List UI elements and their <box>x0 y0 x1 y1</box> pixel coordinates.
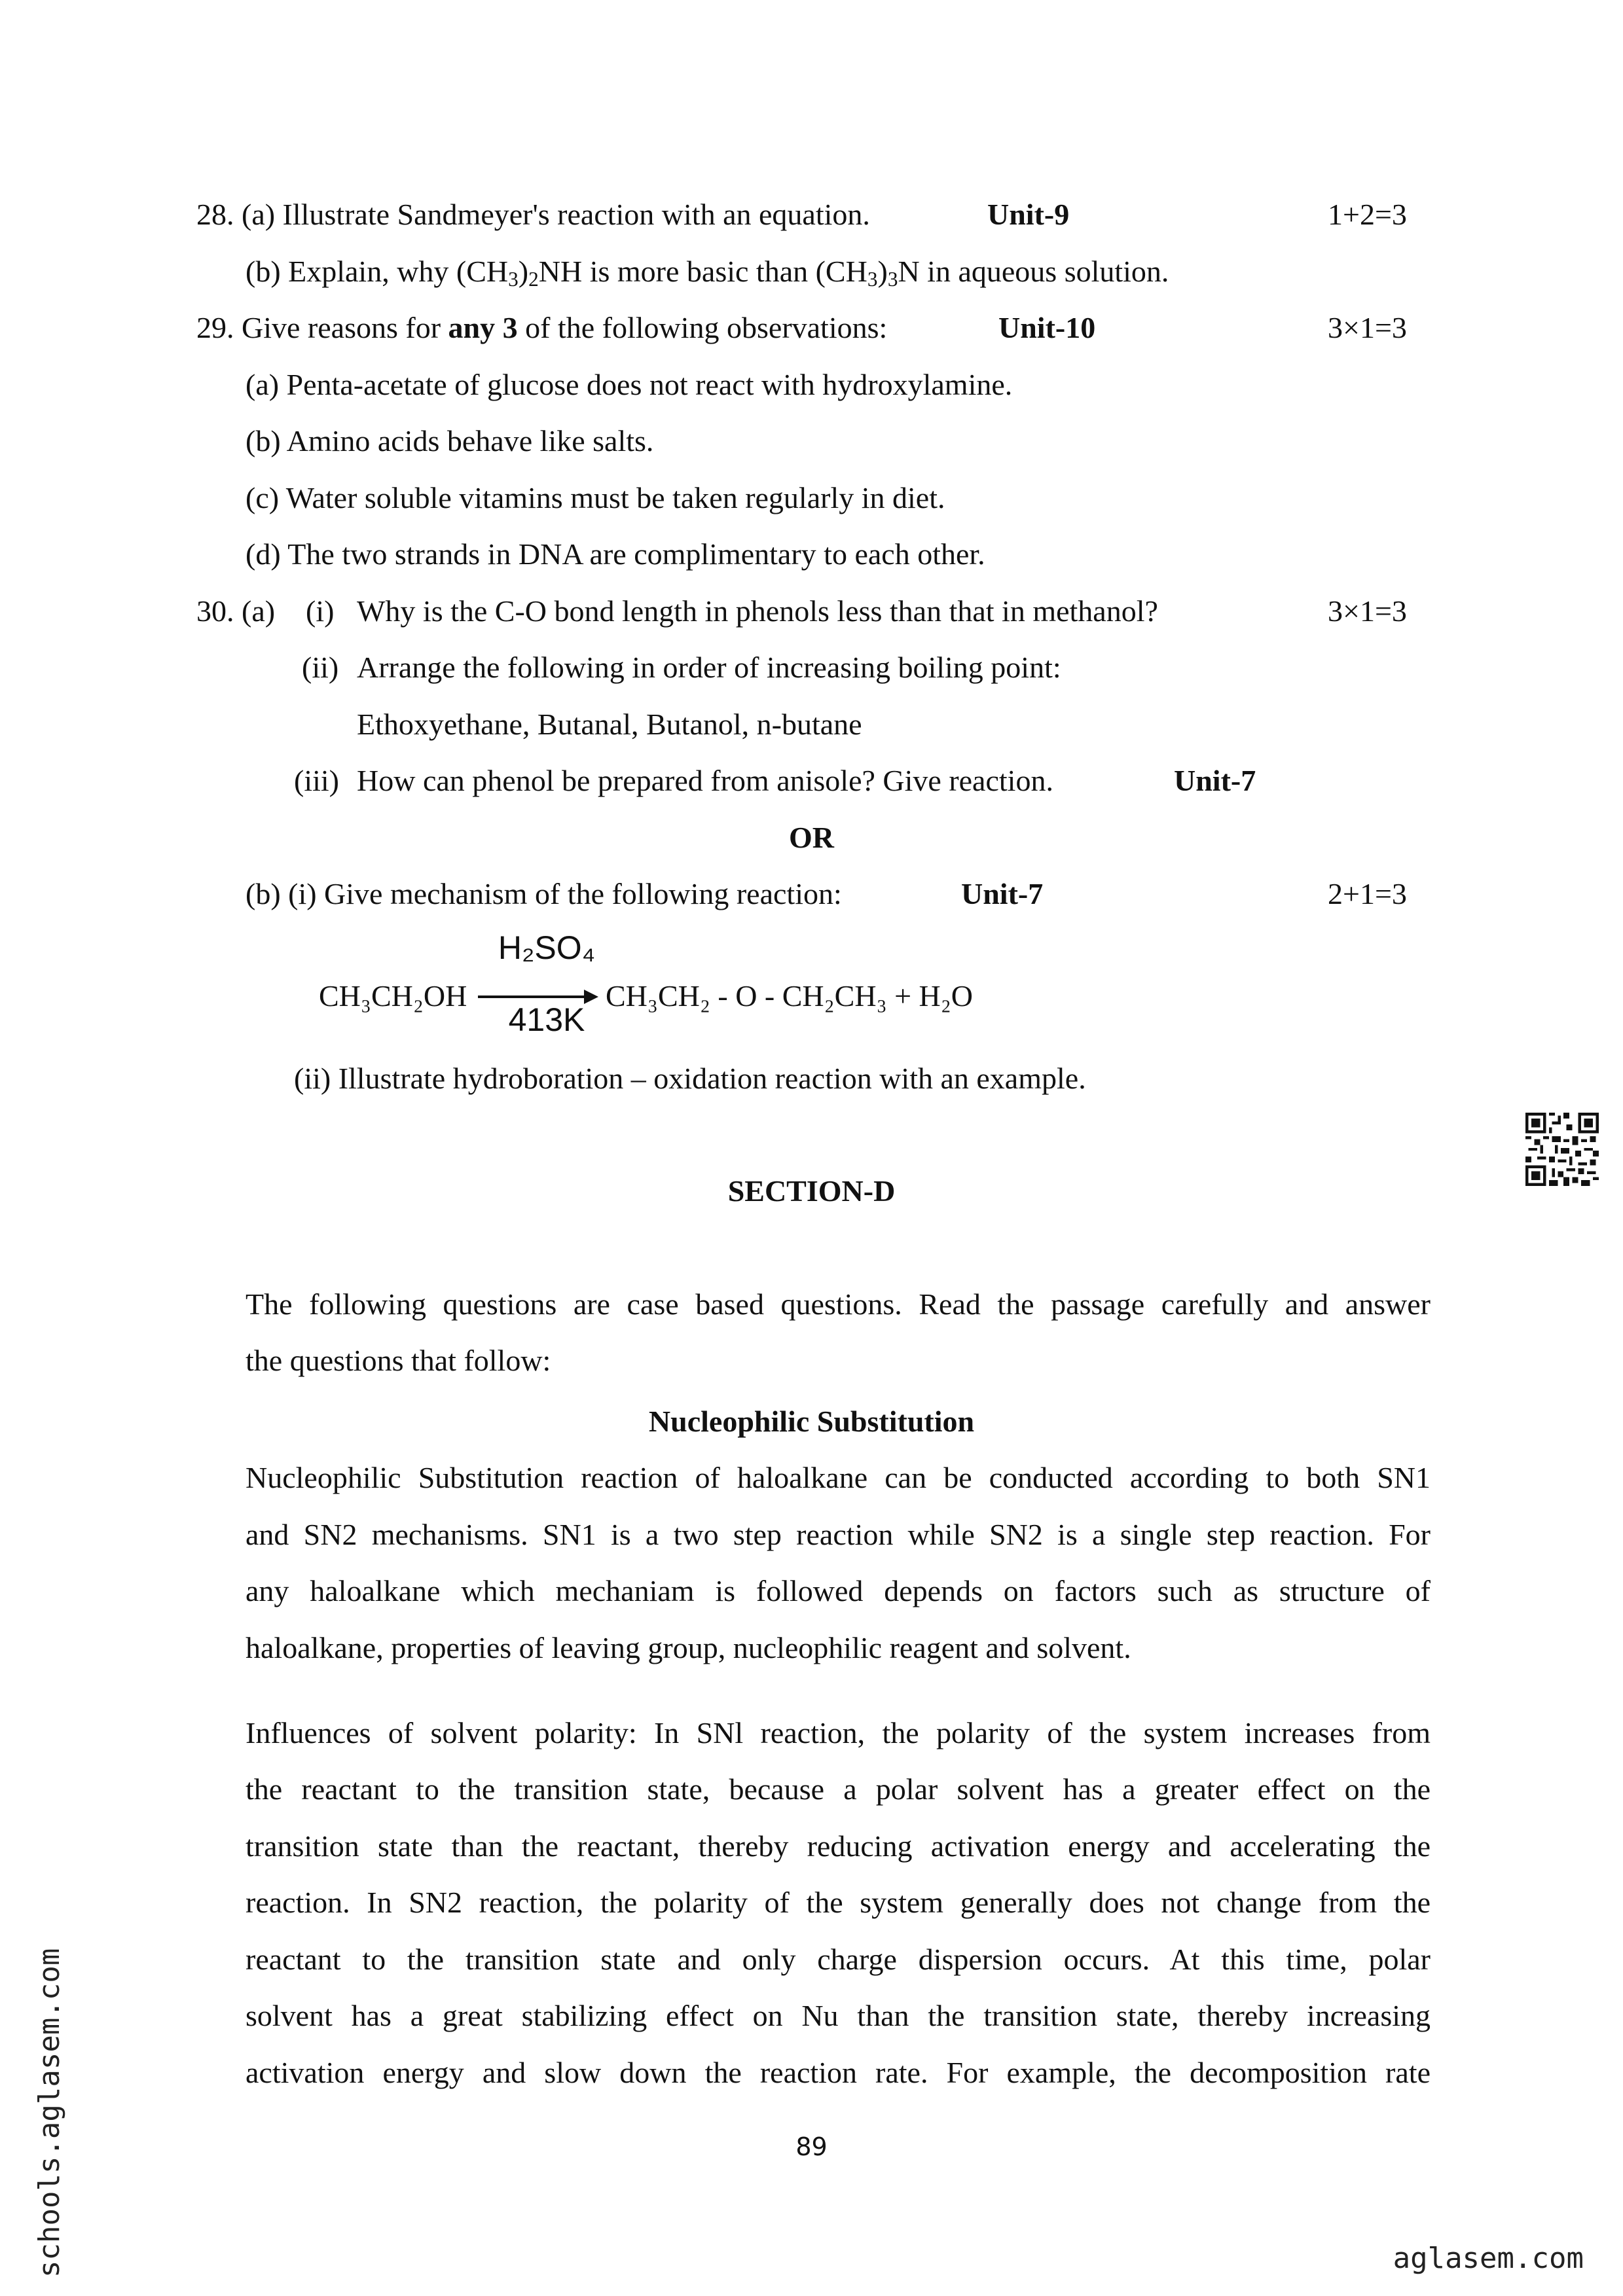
q30-b-ii: (ii) Illustrate hydroboration – oxidation reaction with an example. <box>294 1062 1086 1095</box>
q30-marks-b: 2+1=3 <box>1328 877 1407 910</box>
eq-temperature: 413K <box>508 1001 585 1038</box>
q29-item-c: (c) Water soluble vitamins must be taken regularly in diet. <box>246 481 945 514</box>
q30-ii-list: Ethoxyethane, Butanal, Butanol, n-butane <box>357 708 862 741</box>
passage-p1-line1: Nucleophilic Substitution reaction of haloalkane can be conducted according to both SN1 <box>246 1461 1431 1494</box>
q30-unit-b: Unit-7 <box>961 877 1044 910</box>
page-number: 89 <box>795 2132 828 2161</box>
q30-i-text: Why is the C-O bond length in phenols less than that in methanol? <box>357 594 1158 628</box>
q30-unit-a: Unit-7 <box>1174 764 1256 797</box>
q28-marks: 1+2=3 <box>1328 198 1407 231</box>
q30-iii-text: How can phenol be prepared from anisole? Give reaction. <box>357 764 1053 797</box>
watermark-bottom: aglasem.com <box>1393 2242 1584 2275</box>
q29-item-d: (d) The two strands in DNA are complimentary to each other. <box>246 537 985 571</box>
q30-marks-a: 3×1=3 <box>1328 594 1407 628</box>
section-d-intro-line2: the questions that follow: <box>246 1344 551 1377</box>
section-d-intro-line1: The following questions are case based questions. Read the passage carefully and answer <box>246 1287 1431 1321</box>
eq-catalyst: H₂SO₄ <box>498 929 596 966</box>
q28-a-text: 28. (a) Illustrate Sandmeyer's reaction with an equation. <box>196 198 870 231</box>
q29-marks: 3×1=3 <box>1328 311 1407 344</box>
passage-p1-line4: haloalkane, properties of leaving group, nucleophilic reagent and solvent. <box>246 1631 1131 1664</box>
eq-reactant: CH₃CH₂OH <box>319 979 467 1013</box>
passage-p2-line3: transition state than the reactant, thereby reducing activation energy and accelerating the <box>246 1829 1431 1863</box>
q30-ii-label: (ii) <box>302 651 339 684</box>
q29-intro: 29. Give reasons for any 3 of the following observations: <box>196 311 888 344</box>
q30-ii-text: Arrange the following in order of increasing boiling point: <box>357 651 1061 684</box>
passage-title: Nucleophilic Substitution <box>648 1405 975 1438</box>
passage-p1-line3: any haloalkane which mechaniam is followed depends on factors such as structure of <box>246 1574 1431 1607</box>
q30-i-label: (i) <box>306 594 335 628</box>
passage-p2-line7: activation energy and slow down the reaction rate. For example, the decomposition rate <box>246 2056 1431 2089</box>
q29-unit: Unit-10 <box>998 311 1096 344</box>
passage-p1-line2: and SN2 mechanisms. SN1 is a two step reaction while SN2 is a single step reaction. For <box>246 1518 1431 1551</box>
section-d-title: SECTION-D <box>727 1174 896 1208</box>
q28-unit: Unit-9 <box>987 198 1070 231</box>
watermark-side: schools.aglasem.com <box>33 1948 66 2278</box>
q29-item-b: (b) Amino acids behave like salts. <box>246 424 654 457</box>
q30-iii-label: (iii) <box>294 764 339 797</box>
eq-product: CH₃CH₂ - O - CH₂CH₃ + H₂O <box>606 979 974 1013</box>
passage-p2-line2: the reactant to the transition state, because a polar solvent has a greater effect on the <box>246 1772 1431 1806</box>
q30-prefix: 30. (a) <box>196 594 276 628</box>
passage-p2-line4: reaction. In SN2 reaction, the polarity of the system generally does not change from the <box>246 1886 1431 1919</box>
q29-item-a: (a) Penta-acetate of glucose does not react with hydroxylamine. <box>246 368 1013 401</box>
passage-p2-line6: solvent has a great stabilizing effect on Nu than the transition state, thereby increasing <box>246 1999 1431 2032</box>
q30-or: OR <box>789 821 834 854</box>
q30-b-text: (b) (i) Give mechanism of the following reaction: <box>246 877 842 910</box>
passage-p2-line5: reactant to the transition state and only charge dispersion occurs. At this time, polar <box>246 1943 1431 1976</box>
passage-p2-line1: Influences of solvent polarity: In SNl reaction, the polarity of the system increases from <box>246 1716 1431 1749</box>
q28-b-text: (b) Explain, why $(CH_3)_2NH$ is more basic than $(CH_3)_3N$ in aqueous solution. <box>246 255 1169 291</box>
